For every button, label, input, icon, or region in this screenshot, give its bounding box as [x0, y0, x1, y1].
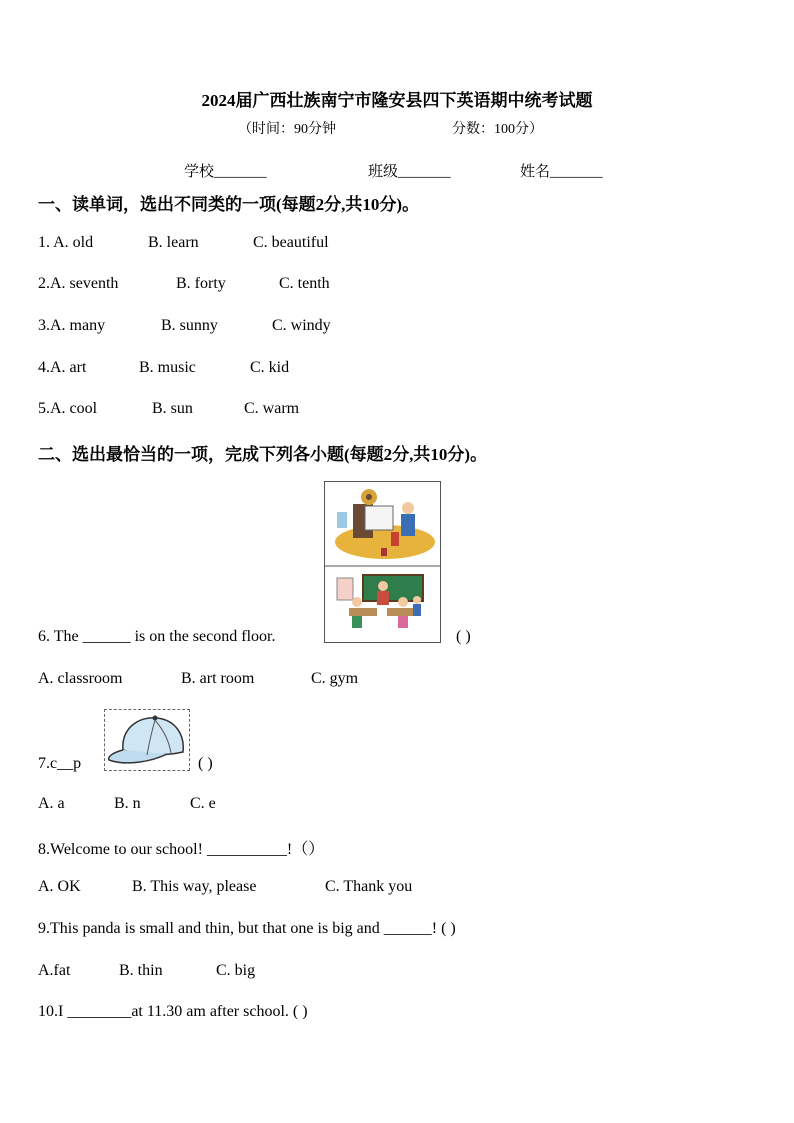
question-5 [38, 400, 299, 418]
q7-picture [104, 709, 190, 771]
q1-option-c: C. beautiful [253, 234, 329, 251]
school-field: 学校_______ [184, 164, 267, 180]
q7-option-b: B. n [114, 795, 141, 812]
q3-option-b: B. sunny [161, 317, 218, 334]
q2-option-a: 2.A. seventh [38, 275, 119, 292]
section1-heading: 一、读单词，选出不同类的一项(每题2分,共10分)。 [38, 195, 420, 214]
q8-option-a: A. OK [38, 878, 81, 895]
page-title: 2024届广西壮族南宁市隆安县四下英语期中统考试题 [201, 91, 593, 110]
q8-option-c: C. Thank you [325, 878, 413, 895]
q2-option-c: C. tenth [279, 275, 330, 292]
q4-option-c: C. kid [250, 359, 290, 376]
q6-stem: 6. The ______ is on the second floor. [38, 628, 276, 645]
q1-option-b: B. learn [148, 234, 199, 251]
q3-option-c: C. windy [272, 317, 331, 334]
name-field: 姓名_______ [520, 164, 603, 180]
exam-score: 分数：100分） [452, 122, 543, 137]
question-1 [38, 234, 329, 252]
q9-options [38, 962, 255, 980]
q7-answer-paren: ( ) [198, 755, 213, 772]
q5-option-a: 5.A. cool [38, 400, 98, 417]
q4-option-b: B. music [139, 359, 196, 376]
q8-stem: 8.Welcome to our school! __________!（） [38, 841, 325, 858]
q9-option-a: A.fat [38, 962, 71, 979]
q6-option-b: B. art room [181, 670, 255, 687]
q7-options [38, 795, 216, 813]
q9-option-c: C. big [216, 962, 256, 979]
class-field: 班级_______ [368, 164, 451, 180]
q6-picture [324, 481, 441, 643]
question-4 [38, 359, 289, 377]
q9-option-b: B. thin [119, 962, 163, 979]
q9-stem: 9.This panda is small and thin, but that one is big and ______! ( ) [38, 920, 456, 937]
q5-option-b: B. sun [152, 400, 193, 417]
school-rooms-illustration [325, 482, 440, 642]
q7-option-c: C. e [190, 795, 216, 812]
cap-icon [105, 710, 189, 770]
question-6 [38, 628, 275, 646]
q6-option-c: C. gym [311, 670, 359, 687]
question-3 [38, 317, 331, 335]
q4-option-a: 4.A. art [38, 359, 87, 376]
exam-time: （时间：90分钟 [238, 122, 336, 137]
q6-answer-paren: ( ) [456, 628, 471, 645]
q10-stem: 10.I ________at 11.30 am after school. ( ) [38, 1003, 308, 1020]
q6-options [38, 670, 358, 688]
q6-option-a: A. classroom [38, 670, 123, 687]
q2-option-b: B. forty [176, 275, 226, 292]
q8-option-b: B. This way, please [132, 878, 257, 895]
q3-option-a: 3.A. many [38, 317, 106, 334]
q5-option-c: C. warm [244, 400, 300, 417]
q7-stem: 7.c__p [38, 755, 82, 772]
question-2 [38, 275, 330, 293]
q7-option-a: A. a [38, 795, 65, 812]
section2-heading: 二、选出最恰当的一项，完成下列各小题(每题2分,共10分)。 [38, 445, 488, 464]
q1-option-a: 1. A. old [38, 234, 94, 251]
q8-options [38, 878, 412, 896]
